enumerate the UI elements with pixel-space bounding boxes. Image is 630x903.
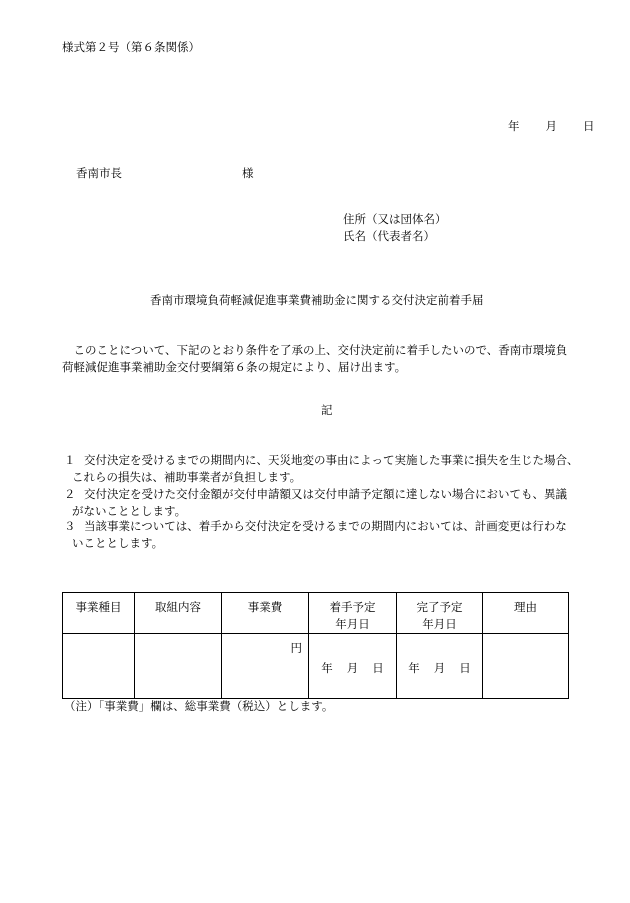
intro-paragraph — [62, 342, 602, 376]
cell-project-cost[interactable] — [222, 634, 309, 699]
cell-project-type[interactable] — [63, 634, 135, 699]
header-initiative: 取組内容 — [135, 593, 222, 634]
table-note: （注）「事業費」欄は、総事業費（税込）とします。 — [64, 699, 334, 713]
date-day: 日 — [583, 119, 595, 133]
header-end-date: 完了予定 年月日 — [397, 593, 483, 634]
applicant-name-label: 氏名（代表者名） — [343, 229, 435, 243]
project-table — [62, 592, 569, 699]
header-project-type: 事業種目 — [63, 593, 135, 634]
condition-line-1: 交付決定を受けた交付金額が交付申請額又は交付申請予定額に達しない場合においても、異議 — [84, 487, 567, 501]
document-title: 香南市環境負荷軽減促進事業費補助金に関する交付決定前着手届 — [150, 293, 484, 307]
condition-number: ３ — [64, 519, 76, 533]
cell-start-date[interactable]: 年 月 日 — [309, 634, 397, 699]
condition-line-2: いこととします。 — [72, 536, 164, 550]
ki-heading: 記 — [321, 403, 333, 417]
applicant-address-label: 住所（又は団体名） — [343, 212, 447, 226]
condition-item — [62, 518, 610, 552]
condition-item — [62, 452, 610, 486]
table-header-row — [63, 593, 569, 634]
cell-end-date[interactable]: 年 月 日 — [397, 634, 483, 699]
intro-line-1: このことについて、下記のとおり条件を了承の上、交付決定前に着手したいので、香南市環境負 — [73, 343, 568, 357]
header-reason: 理由 — [483, 593, 569, 634]
cell-reason[interactable] — [483, 634, 569, 699]
condition-line-1: 当該事業については、着手から交付決定を受けるまでの期間内においては、計画変更は行わな — [84, 519, 567, 533]
condition-number: ２ — [64, 487, 76, 501]
condition-item — [62, 486, 610, 520]
condition-line-2: がないこととします。 — [72, 504, 187, 518]
condition-line-1: 交付決定を受けるまでの期間内に、天災地変の事由によって実施した事業に損失を生じた場合、 — [84, 453, 579, 467]
header-start-date: 着手予定 年月日 — [309, 593, 397, 634]
cell-initiative[interactable] — [135, 634, 222, 699]
date-year: 年 — [508, 119, 520, 133]
condition-line-2: これらの損失は、補助事業者が負担します。 — [72, 470, 302, 484]
intro-line-2: 荷軽減促進事業補助金交付要綱第６条の規定により、届け出ます。 — [62, 360, 407, 374]
condition-number: １ — [64, 453, 76, 467]
yen-unit: 円 — [290, 641, 302, 655]
date-month: 月 — [545, 119, 557, 133]
table-row — [63, 634, 569, 699]
date-line — [508, 121, 595, 133]
header-project-cost: 事業費 — [222, 593, 309, 634]
addressee-name: 香南市長 — [76, 166, 122, 180]
addressee-honorific: 様 — [242, 166, 254, 180]
form-number: 様式第２号（第６条関係） — [62, 40, 200, 54]
addressee — [76, 168, 254, 180]
